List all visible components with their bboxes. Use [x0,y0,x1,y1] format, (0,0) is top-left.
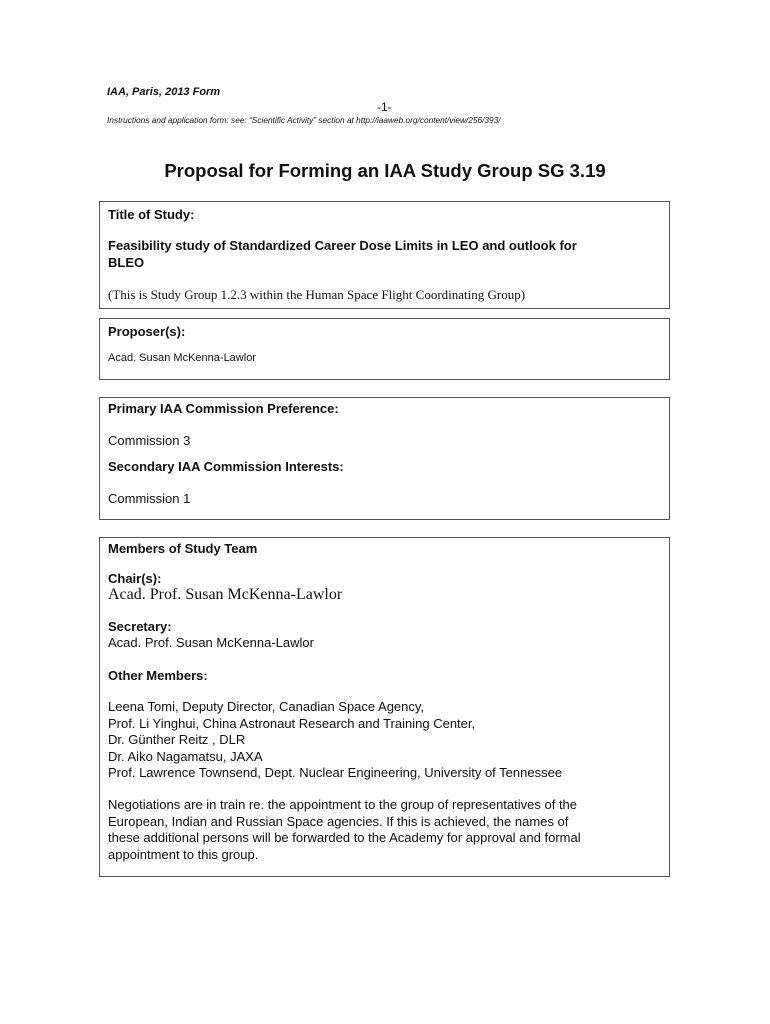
chair-value: Acad. Prof. Susan McKenna-Lawlor [108,586,343,603]
proposers-label: Proposer(s): [108,324,186,339]
page-title: Proposal for Forming an IAA Study Group SG 3.19 [164,160,606,181]
list-item: Prof. Li Yinghui, China Astronaut Research and Training Center, [108,715,476,731]
form-label: IAA, Paris, 2013 Form [107,86,221,98]
negotiations-line: appointment to this group. [108,846,259,862]
other-members-label: Other Members: [108,668,208,683]
list-item: Prof. Lawrence Townsend, Dept. Nuclear Engineering, University of Tennessee [108,765,563,780]
study-title-line-2: BLEO [108,255,145,270]
title-of-study-box [99,201,670,309]
study-title-line-1: Feasibility study of Standardized Career Dose Limits in LEO and outlook for [108,238,577,253]
negotiations-line: European, Indian and Russian Space agencies. If this is achieved, the names of [108,813,569,829]
negotiations-paragraph [108,797,581,863]
secondary-commission-value: Commission 1 [108,491,191,506]
list-item: Dr. Günther Reitz , DLR [108,732,246,747]
study-group-note: (This is Study Group 1.2.3 within the Human Space Flight Coordinating Group) [108,287,526,302]
title-of-study-label: Title of Study: [108,207,195,222]
chair-label: Chair(s): [108,571,162,586]
study-team-label: Members of Study Team [108,541,258,556]
members-list [108,699,562,782]
secondary-commission-label: Secondary IAA Commission Interests: [108,459,344,474]
list-item: Leena Tomi, Deputy Director, Canadian Space Agency, [108,699,425,714]
secretary-value: Acad. Prof. Susan McKenna-Lawlor [108,635,314,650]
primary-commission-value: Commission 3 [108,433,191,448]
page-number: -1- [377,100,392,114]
proposers-value: Acad. Susan McKenna-Lawlor [108,352,256,364]
negotiations-line: Negotiations are in train re. the appointment to the group of representatives of the [108,797,578,812]
commission-box [99,397,670,520]
list-item: Dr. Aiko Nagamatsu, JAXA [108,748,263,764]
secretary-label: Secretary: [108,619,172,634]
primary-commission-label: Primary IAA Commission Preference: [108,401,339,416]
proposers-box [99,318,670,380]
instructions-line: Instructions and application form: see: “Scientific Activity” section at http://iaaweb.org/content/view/256/393/ [107,115,501,125]
negotiations-line: these additional persons will be forwarded to the Academy for approval and formal [108,830,581,845]
study-team-box [99,537,670,877]
